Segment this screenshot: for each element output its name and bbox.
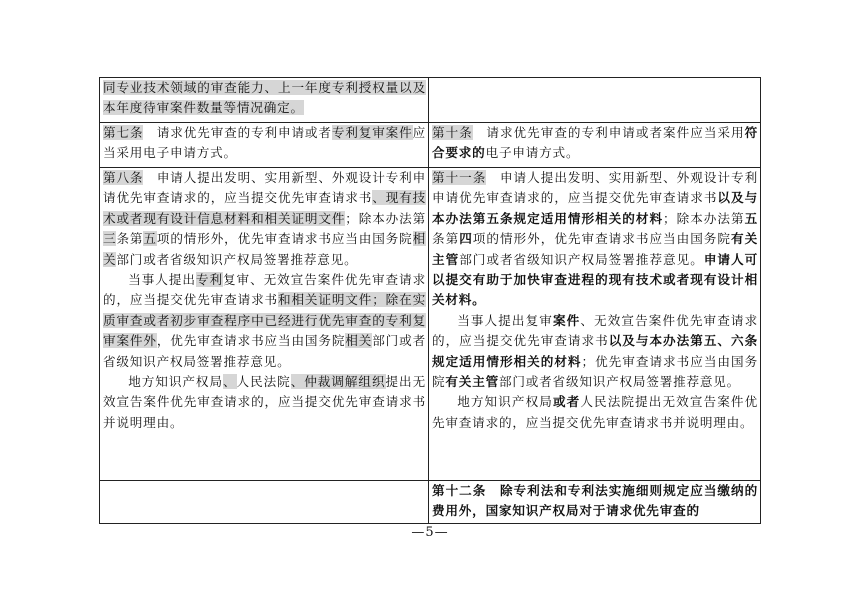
paragraph — [103, 168, 426, 270]
highlighted-text: 同专业技术领域的审查能力、上一年度专利授权量以及本年度待审案件数量等情况确定。 — [103, 80, 426, 116]
table-row — [100, 123, 761, 168]
paragraph — [432, 481, 758, 522]
paragraph — [432, 123, 758, 164]
table-row — [100, 168, 761, 481]
text-segment: ，优先审查请求书应当由国务院 — [156, 333, 346, 349]
bold-text: 案件 — [553, 312, 581, 328]
cell-new-text — [429, 168, 761, 481]
text-segment: 当事人提出 — [128, 272, 196, 288]
text-segment: ；除本办法第 — [345, 210, 426, 226]
text-segment: 电子申请方式。 — [485, 145, 580, 161]
paragraph — [432, 168, 758, 311]
highlighted-text: 第七条 — [103, 125, 144, 140]
highlighted-text: 、 — [222, 374, 237, 390]
paragraph — [103, 78, 426, 119]
bold-text: 有关主管 — [445, 374, 499, 390]
text-segment: 提出无效宣告案件优先审查请求的，应当提交优先审查请求书并说明理由。 — [103, 374, 426, 430]
cell-old-text — [100, 168, 429, 481]
text-segment: 条第 — [432, 231, 460, 247]
paragraph — [432, 311, 758, 393]
text-segment: ；除本办法第 — [663, 210, 745, 226]
bold-text: 有关主管 — [432, 231, 758, 267]
text-segment: 项的情形外，优先审查请求书应当由国务院 — [472, 231, 731, 247]
highlighted-text: 五 — [143, 231, 157, 247]
highlighted-text: 相关 — [103, 231, 426, 267]
cell-new-text — [429, 123, 761, 168]
bold-text: 以及与本办法第五条规定适用情形相关的材料 — [432, 190, 758, 226]
bold-text: 以及与本办法第五、六条规定适用情形相关的材料 — [432, 333, 758, 369]
cell-old-text — [100, 481, 429, 524]
bold-text: 除专利法和专利法实施细则规定应当缴纳的费用外，国家知识产权局对于请求优先审查的 — [432, 483, 759, 519]
highlighted-text: 、仲裁调解组织 — [290, 374, 386, 390]
table-row — [100, 481, 761, 524]
highlighted-text: 第十条 — [432, 125, 473, 140]
text-segment: 申请人提出发明、实用新型、外观设计专利申请优先审查请求的，应当提交优先审查请求书 — [103, 170, 426, 206]
text-segment: 人民法院提出无效宣告案件优先审查请求的，应当提交优先审查请求书并说明理由。 — [432, 394, 758, 430]
text-segment: 、无效宣告案件优先审查请求的，应当提交优先审查请求书 — [432, 312, 758, 349]
bold-text: 符合要求的 — [432, 125, 759, 161]
text-segment: 项的情形外，优先审查请求书应当由国务院 — [156, 231, 413, 247]
text-segment: ；优先审查请求书应当由国务院 — [432, 353, 758, 390]
paragraph — [103, 123, 426, 164]
table-row — [100, 78, 761, 123]
paragraph — [103, 372, 426, 433]
text-segment: 部门或者省级知识产权局签署推荐意见。 — [498, 374, 741, 390]
text-segment: 申请人提出发明、实用新型、外观设计专利申请优先审查请求的，应当提交优先审查请求书 — [432, 170, 759, 206]
highlighted-text: 、现有技术或者现有设计信息材料和相关证明文件 — [103, 190, 427, 226]
text-segment: 人民法院 — [236, 374, 291, 390]
text-segment: 地方知识产权局 — [128, 374, 223, 390]
highlighted-text: 专利 — [195, 272, 223, 288]
cell-old-text — [100, 78, 429, 123]
text-segment: 部门或者省级知识产权局签署推荐意见。 — [459, 251, 704, 267]
text-segment: 请求优先审查的专利申请或者案件应当采用 — [472, 125, 745, 140]
cell-old-text — [100, 123, 429, 168]
highlighted-text: 第十一条 — [432, 170, 487, 185]
paragraph — [103, 270, 426, 372]
text-segment: 部门或者省级知识产权局签署推荐意见。 — [103, 333, 426, 369]
paragraph — [432, 392, 758, 433]
text-segment: 条第 — [116, 231, 144, 247]
text-segment: 部门或者省级知识产权局签署推荐意见。 — [116, 251, 358, 267]
highlighted-text: 第八条 — [103, 170, 144, 185]
bold-text: 申请人可以提交有助于加快审查进程的现有技术或者现有设计相关材料。 — [432, 251, 758, 308]
bold-text: 第十二条 — [432, 483, 487, 498]
text-segment: 复审、无效宣告案件优先审查请求的，应当提交优先审查请求书 — [103, 272, 426, 308]
cell-new-text — [429, 78, 761, 123]
page-number: —5— — [411, 525, 449, 540]
cell-new-text — [429, 481, 761, 524]
bold-text: 五 — [744, 210, 758, 226]
text-segment: 地方知识产权局 — [457, 394, 553, 410]
highlighted-text: 相关 — [345, 333, 373, 349]
highlighted-text: 和相关证明文件；除在实质审查或者初步审查程序中已经进行优先审查的专利复审案件外 — [103, 292, 426, 349]
bold-text: 或者 — [553, 394, 581, 410]
text-segment: 应当采用电子申请方式。 — [103, 125, 426, 161]
comparison-table — [99, 77, 761, 524]
bold-text: 四 — [459, 231, 473, 247]
highlighted-text: 专利复审案件 — [331, 125, 413, 140]
text-segment: 当事人提出复审 — [457, 312, 553, 328]
highlighted-text: 三 — [103, 231, 117, 247]
text-segment: 请求优先审查的专利申请或者 — [143, 125, 332, 140]
